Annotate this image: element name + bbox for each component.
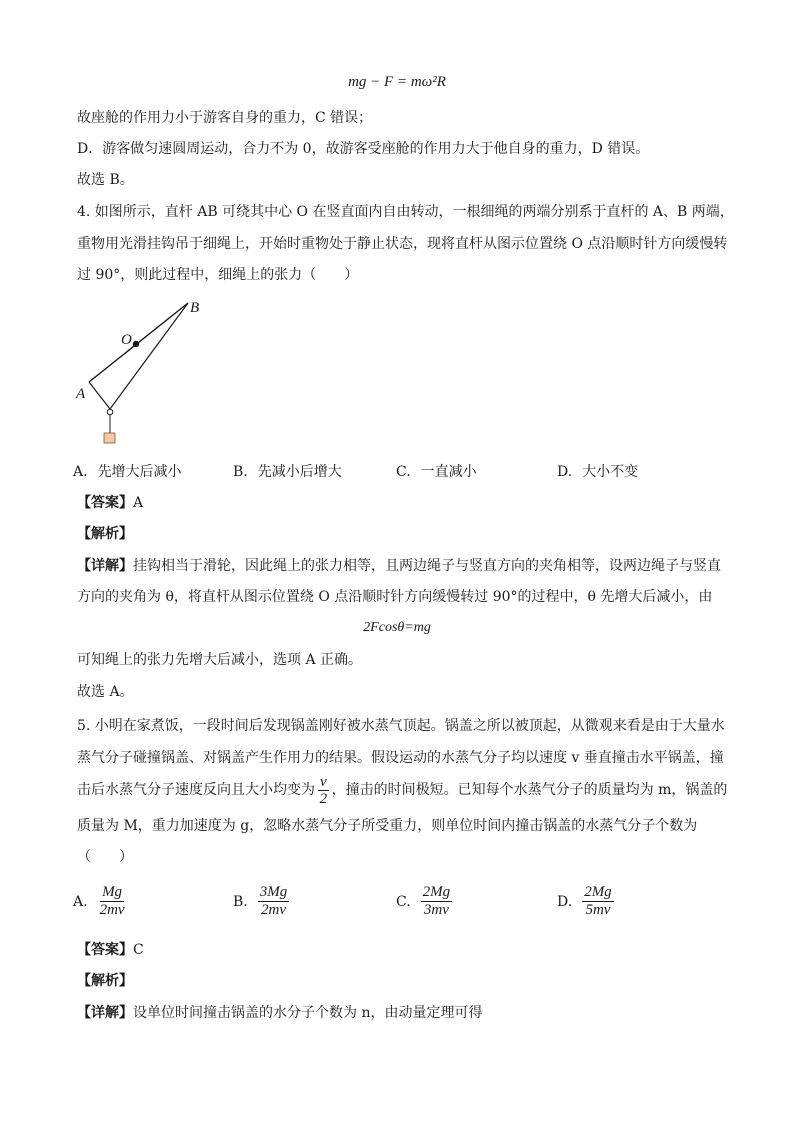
q5-option-c: C. $\frac{2Mg}{3mv}$ <box>396 884 451 918</box>
formula-centripetal: mg − F = mω²R <box>348 74 446 90</box>
q5-analysis-label: 【解析】 <box>77 973 133 989</box>
q4-option-c: C. 一直减小 <box>396 464 477 480</box>
q4-analysis-label: 【解析】 <box>77 526 133 542</box>
label-a: A <box>76 386 86 402</box>
question-5-line: 质量为 M，重力加速度为 g，忽略水蒸气分子所受重力，则单位时间内撞击锅盖的水蒸气分子个数为 <box>77 818 698 834</box>
label-o: O <box>121 332 132 348</box>
hook-icon <box>107 409 113 415</box>
q5-option-d: D. $\frac{2Mg}{5mv}$ <box>557 884 612 918</box>
q5-option-a: A. $\frac{Mg}{2mv}$ <box>73 884 125 918</box>
q4-detail-line: 【详解】挂钩相当于滑轮，因此绳上的张力相等，且两边绳子与竖直方向的夹角相等，设两边绳子与竖直 <box>77 558 721 574</box>
question-4-line: 过 90°，则此过程中，细绳上的张力（ ） <box>77 267 359 283</box>
pivot-o <box>133 341 139 347</box>
text-line: 故座舱的作用力小于游客自身的重力，C 错误； <box>77 110 373 126</box>
question-4-line: 重物用光滑挂钩吊于细绳上，开始时重物处于静止状态，现将直杆从图示位置绕 O 点沿顺时针方向缓慢转 <box>77 236 728 252</box>
q4-formula: 2Fcosθ=mg <box>363 620 431 635</box>
label-b: B <box>190 300 200 316</box>
q5-detail-line: 【详解】设单位时间撞击锅盖的水分子个数为 n，由动量定理可得 <box>77 1005 483 1021</box>
q4-option-d: D. 大小不变 <box>557 464 639 480</box>
q4-option-b: B. 先减小后增大 <box>233 464 342 480</box>
q4-conclusion: 可知绳上的张力先增大后减小，选项 A 正确。 <box>77 652 363 668</box>
text-line: 故选 B。 <box>77 172 134 188</box>
q4-option-a: A. 先增大后减小 <box>73 464 182 480</box>
rod-rope-figure <box>70 292 220 452</box>
fraction-v-over-2: $\frac{v}{2}$ <box>319 773 328 807</box>
q4-detail-line: 方向的夹角为 θ，将直杆从图示位置绕 O 点沿顺时针方向缓慢转过 90°的过程中，θ 先增大后减小，由 <box>77 589 713 605</box>
question-5-line: 蒸气分子碰撞锅盖、对锅盖产生作用力的结果。假设运动的水蒸气分子均以速度 v 垂直撞击水平锅盖，撞 <box>77 750 724 766</box>
question-5-line: 击后水蒸气分子速度反向且大小均变为 $\frac{v}{2}$ ，撞击的时间极短。已知每个水蒸气分子的质量均为 m，锅盖的 <box>77 773 728 807</box>
q5-answer: 【答案】C <box>77 942 144 958</box>
question-5-line: （ ） <box>77 849 133 865</box>
rope-left <box>89 382 110 409</box>
weight-block <box>104 433 115 443</box>
question-4-line: 4. 如图所示，直杆 AB 可绕其中心 O 在竖直面内自由转动，一根细绳的两端分别系于直杆的 A、B 两端， <box>77 204 734 220</box>
text-line: D．游客做匀速圆周运动，合力不为 0，故游客受座舱的作用力大于他自身的重力，D 错误。 <box>77 141 650 157</box>
q4-answer: 【答案】A <box>77 495 144 511</box>
q4-select: 故选 A。 <box>77 684 134 700</box>
q5-option-b: B. $\frac{3Mg}{2mv}$ <box>233 884 288 918</box>
question-5-line: 5. 小明在家煮饭，一段时间后发现锅盖刚好被水蒸气顶起。锅盖之所以被顶起，从微观来看是由于大量水 <box>77 718 725 734</box>
